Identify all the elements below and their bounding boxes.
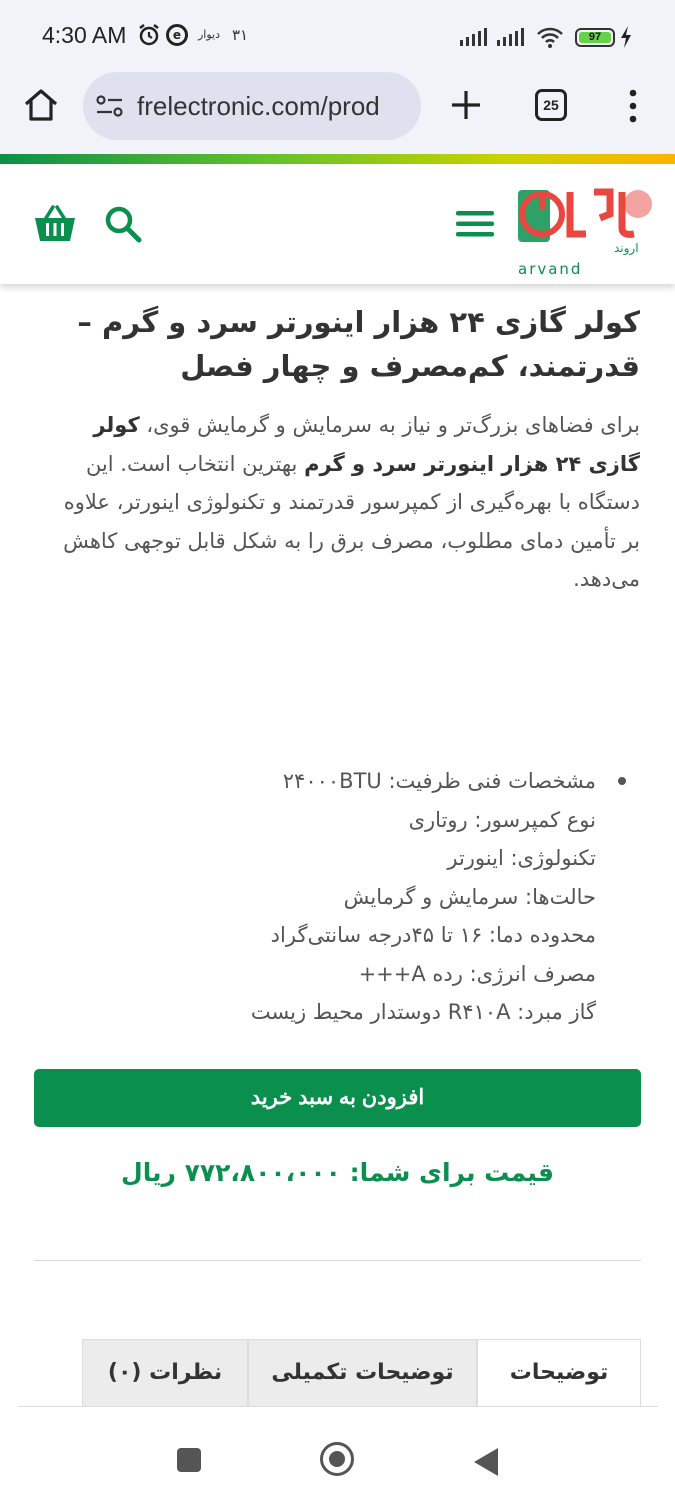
- logo-text: arvand: [518, 260, 583, 278]
- notification-count: ۳۱: [232, 26, 249, 44]
- spec-line: نوع کمپرسور: روتاری: [408, 807, 596, 832]
- price-text: قیمت برای شما: ۷۷۲،۸۰۰،۰۰۰ ریال: [121, 1158, 554, 1187]
- spec-line: مشخصات فنی ظرفیت: ۲۴۰۰۰BTU: [282, 769, 596, 793]
- tab-reviews[interactable]: نظرات (۰): [82, 1339, 248, 1407]
- more-vert-icon[interactable]: [625, 88, 641, 124]
- spec-line: تکنولوژی: اینورتر: [447, 846, 596, 870]
- cart-icon[interactable]: [33, 204, 77, 244]
- spec-line: حالت‌ها: سرمایش و گرمایش: [343, 884, 596, 909]
- search-icon[interactable]: [104, 205, 142, 243]
- signal-icon: [497, 28, 527, 46]
- browser-toolbar: [0, 72, 675, 154]
- tabs-icon[interactable]: 25: [535, 89, 567, 121]
- site-settings-icon[interactable]: [95, 92, 125, 120]
- tab-additional-info[interactable]: توضیحات تکمیلی: [248, 1339, 477, 1407]
- url-text[interactable]: frelectronic.com/prod: [137, 91, 380, 121]
- product-intro: [40, 406, 640, 599]
- status-bar: [0, 0, 675, 72]
- intro-part-2: بهترین انتخاب است. این دستگاه با بهره‌گیری از کمپرسور قدرتمند و تکنولوژی اینورتر، علاوه بر تأمین دمای مطلوب، مصرف برق را به شکل قابل توجهی کاهش می‌دهد.: [63, 451, 640, 591]
- tab-description[interactable]: توضیحات: [477, 1339, 641, 1407]
- app-notification-icon: e: [166, 24, 188, 46]
- hamburger-icon[interactable]: [456, 209, 494, 239]
- intro-bold: کولر گازی ۲۴ هزار اینورتر سرد و گرم: [93, 413, 640, 476]
- add-to-cart-button[interactable]: افزودن به سبد خرید: [34, 1069, 641, 1127]
- site-header: [0, 164, 675, 284]
- product-tabs: [82, 1339, 641, 1407]
- plus-icon[interactable]: [449, 88, 483, 122]
- charging-icon: [620, 26, 632, 48]
- address-bar[interactable]: [83, 72, 421, 140]
- site-logo[interactable]: [514, 178, 660, 278]
- intro-part-1: برای فضاهای بزرگ‌تر و نیاز به سرمایش و گرمایش قوی،: [139, 413, 640, 437]
- alarm-icon: [137, 23, 161, 47]
- svg-text:اروند: اروند: [614, 241, 639, 255]
- back-icon[interactable]: [474, 1448, 498, 1476]
- product-content: [40, 300, 640, 599]
- accent-gradient-line: [0, 154, 675, 164]
- signal-icon: [460, 28, 490, 46]
- divider: [34, 1260, 641, 1261]
- tabs-baseline: [18, 1406, 658, 1407]
- bullet-icon: [618, 777, 626, 785]
- notification-text: دیوار: [198, 28, 221, 41]
- battery-icon: [575, 28, 615, 47]
- battery-level: 97: [588, 31, 602, 43]
- home-icon[interactable]: [22, 86, 60, 124]
- recents-icon[interactable]: [177, 1448, 201, 1472]
- home-circle-icon[interactable]: [320, 1442, 354, 1476]
- spec-line: مصرف انرژی: رده A+++: [358, 961, 596, 986]
- spec-line: محدوده دما: ۱۶ تا ۴۵درجه سانتی‌گراد: [270, 923, 596, 947]
- product-title: کولر گازی ۲۴ هزار اینورتر سرد و گرم – قدرتمند، کم‌مصرف و چهار فصل: [77, 305, 640, 383]
- spec-line: گاز مبرد: R۴۱۰A دوستدار محیط زیست: [250, 1000, 596, 1024]
- wifi-icon: [536, 26, 564, 48]
- spec-list: [40, 762, 600, 1032]
- system-navbar: [0, 1408, 675, 1500]
- status-time: 4:30 AM: [42, 22, 127, 48]
